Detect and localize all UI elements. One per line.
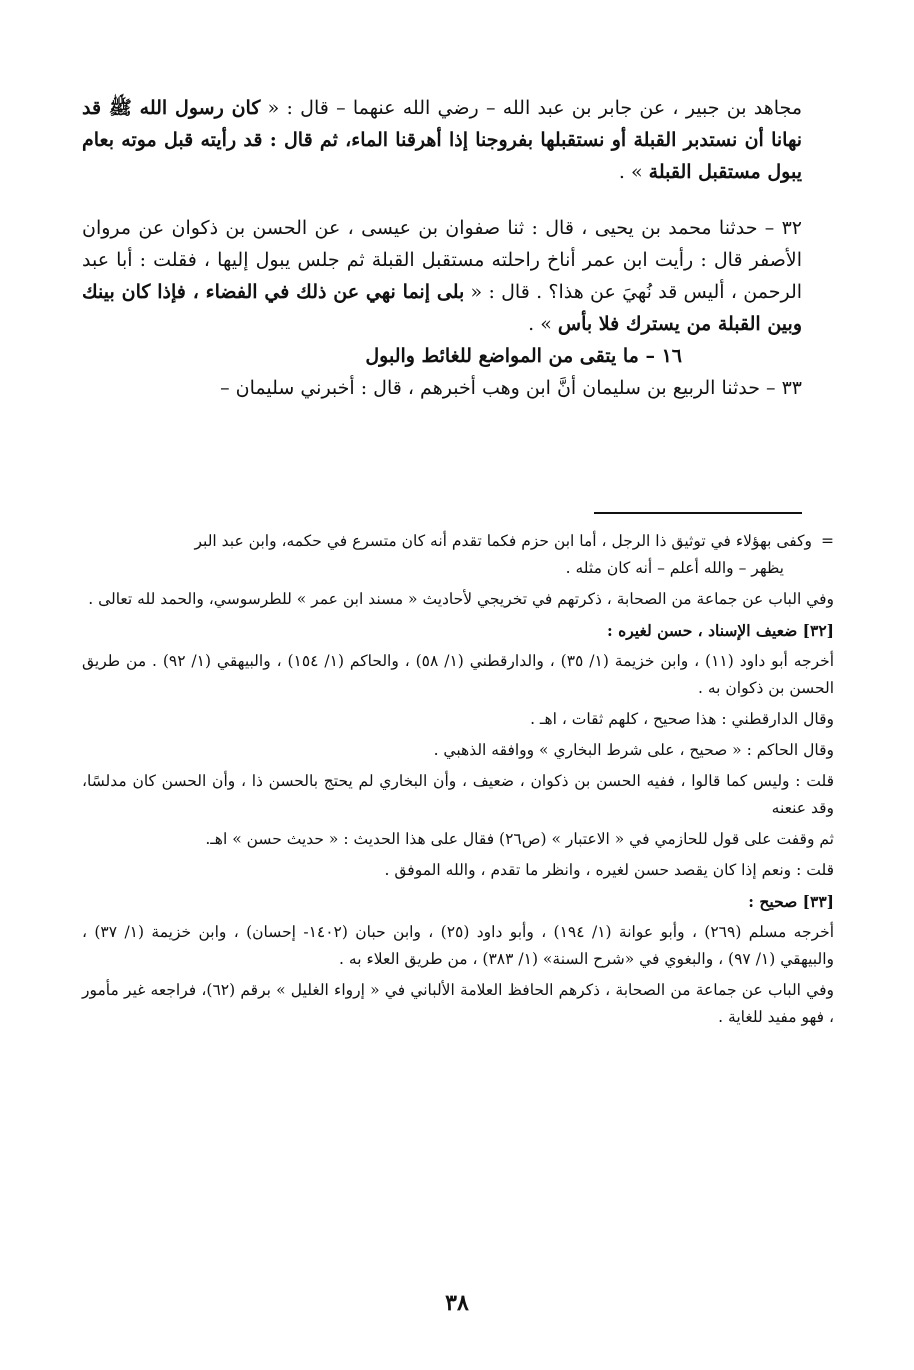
footnote-paragraph: أخرجه مسلم (٢٦٩) ، وأبو عوانة (١/ ١٩٤) ، وأبو داود (٢٥) ، وابن حبان (١٤٠٢- إحسان) ، وابن خزيمة (١/ ٣٧) ، والبيهقي (١/ ٩٧) ، والبغوي في «شرح السنة» (١/ ٣٨٣) ، من طريق العلاء به . [82,923,835,968]
hadith-31-matn: كان رسول الله ﷺ قد نهانا أن نستدبر القبلة أو نستقبلها بفروجنا إذا أهرقنا الماء، ثم قال : قد رأيته قبل موته بعام يبول مستقبل القبلة [82,97,802,183]
hadith-32-matn: بلى إنما نهي عن ذلك في الفضاء ، فإذا كان بينك وبين القبلة من يسترك فلا بأس [82,281,802,335]
footnote-continuation-line1: وكفى بهؤلاء في توثيق ذا الرجل ، أما ابن حزم فكما تقدم أنه كان متسرع في حكمه، وابن عبد البر [194,532,812,550]
footnote-divider [594,512,802,514]
footnote-paragraph: أخرجه أبو داود (١١) ، وابن خزيمة (١/ ٣٥) ، والدارقطني (١/ ٥٨) ، والحاكم (١/ ١٥٤) ، والبيهقي (١/ ٩٢) . من طريق الحسن بن ذكوان به . [82,652,835,697]
hadith-32 [82,212,802,340]
footnote-label-32: [٣٢] ضعيف الإسناد ، حسن لغيره : [607,621,834,640]
footnote-paragraph: وقال الدارقطني : هذا صحيح ، كلهم ثقات ، اهـ . [530,710,834,728]
footnote-label-33: [٣٣] صحيح : [748,892,834,911]
footnotes [82,528,834,1035]
continuation-marker: = [821,532,834,550]
footnote-paragraph: وفي الباب عن جماعة من الصحابة ، ذكرهم الحافظ العلامة الألباني في « إرواء الغليل » برقم (٦٢)، فراجعه غير مأمور ، فهو مفيد للغاية . [82,981,834,1026]
footnote-paragraph: قلت : ونعم إذا كان يقصد حسن لغيره ، وانظر ما تقدم ، والله الموفق . [384,861,834,879]
hadith-32-narration: ٣٢ – حدثنا محمد بن يحيى ، قال : ثنا صفوان بن عيسى ، عن الحسن بن ذكوان عن مروان الأصفر قال : رأيت ابن عمر أناخ راحلته مستقبل القبلة ثم جلس يبول إليها ، فقلت : أبا عبد الرحمن ، أليس قد نُهيَ عن هذا؟ . قال : « [82,217,803,303]
hadith-31-narration: مجاهد بن جبير ، عن جابر بن عبد الله – رضي الله عنهما – قال : « [260,97,802,119]
hadith-31-close: » . [618,161,649,183]
footnote-continuation [82,528,834,582]
footnote-paragraph: وفي الباب عن جماعة من الصحابة ، ذكرتهم في تخريجي لأحاديث « مسند ابن عمر » للطرسوسي، والحمد لله تعالى . [88,590,834,608]
main-text [82,92,802,404]
footnote-paragraph: وقال الحاكم : « صحيح ، على شرط البخاري » ووافقه الذهبي . [433,741,834,759]
footnote-paragraph: ثم وقفت على قول للحازمي في « الاعتبار » (ص٢٦) فقال على هذا الحديث : « حديث حسن » اهـ. [205,830,834,848]
hadith-33: ٣٣ – حدثنا الربيع بن سليمان أنَّ ابن وهب أخبرهم ، قال : أخبرني سليمان – [220,377,802,399]
footnote-paragraph: قلت : وليس كما قالوا ، ففيه الحسن بن ذكوان ، ضعيف ، وأن البخاري لم يحتج بالحسن ذا ، وأن الحسن كان مدلسًا، وقد عنعنه [82,772,834,817]
chapter-heading: ١٦ – ما يتقى من المواضع للغائط والبول [365,345,682,367]
hadith-31-continuation [82,92,802,188]
footnote-continuation-line2: يظهر – والله أعلم – أنه كان مثله . [565,559,784,577]
page-number: ٣٨ [445,1290,469,1316]
hadith-32-close: » . [528,313,558,335]
